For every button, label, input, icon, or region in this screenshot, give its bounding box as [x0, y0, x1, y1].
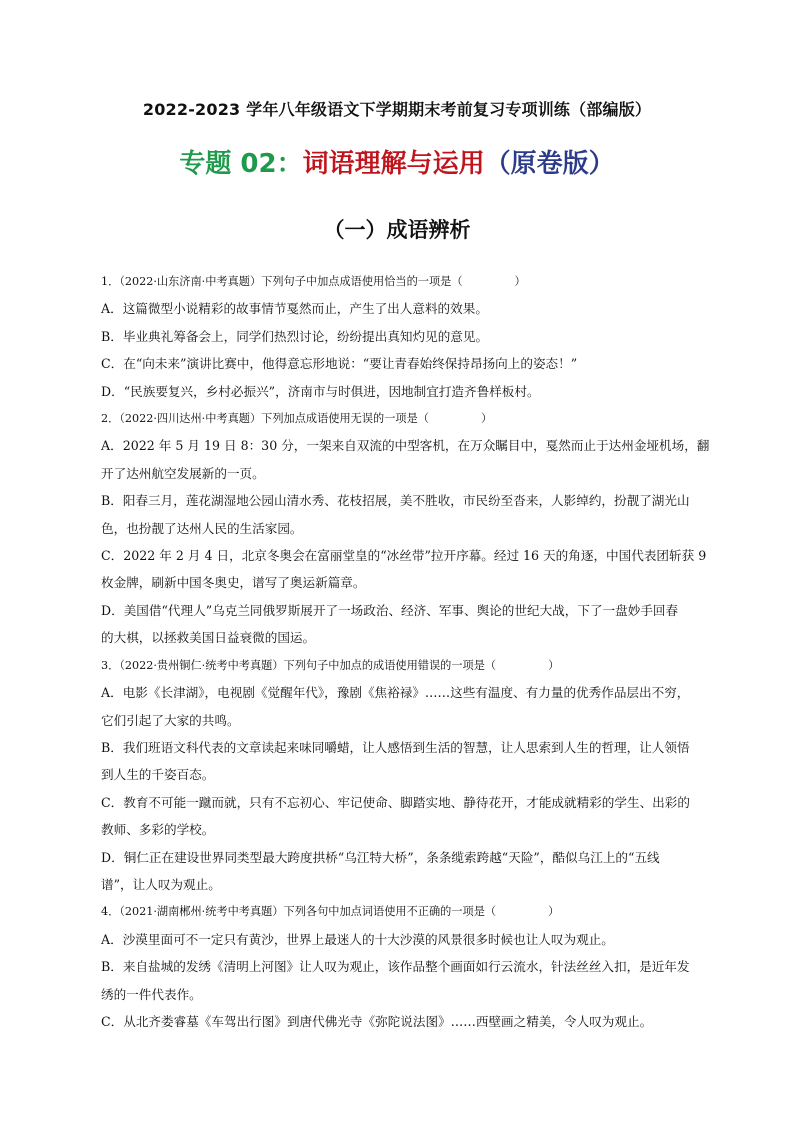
option-line: B．来自盐城的发绣《清明上河图》让人叹为观止，该作品整个画面如行云流水，针法丝丝入扣，是近年发 [101, 959, 690, 975]
option-line: B．阳春三月，莲花湖湿地公园山清水秀、花枝招展，美不胜收，市民纷至沓来，人影绰约，扮靓了湖光山 [101, 493, 690, 509]
question-stem-close: ） [480, 412, 493, 426]
option-line: C．教育不可能一蹴而就，只有不忘初心、牢记使命、脚踏实地、静待花开，才能成就精彩的学生、出彩的 [101, 794, 690, 810]
option-line: C．2022 年 2 月 4 日，北京冬奥会在富丽堂皇的“冰丝带”拉开序幕。经过 16 天的角逐，中国代表团斩获 9 [101, 548, 707, 564]
question-stem-text: 1．（2022·山东济南·中考真题）下列句子中加点成语使用恰当的一项是（ [101, 275, 463, 288]
option-line: B．毕业典礼筹备会上，同学们热烈讨论，纷纷提出真知灼见的意见。 [101, 328, 489, 344]
option-line: D．“民族要复兴，乡村必振兴”，济南市与时俱进，因地制宜打造齐鲁样板村。 [101, 383, 540, 399]
topic-number: 专题 02： [179, 149, 303, 179]
option-line: B．我们班语文科代表的文章读起来味同嚼蜡，让人感悟到生活的智慧，让人思索到人生的哲理，让人领悟 [101, 739, 690, 755]
question-stem-close: ） [548, 905, 560, 919]
question-stem-text: 3．（2022·贵州铜仁·统考中考真题）下列句子中加点的成语使用错误的一项是（ [101, 658, 497, 672]
question-stem-close: ） [514, 275, 526, 288]
option-line-continued: 色，也扮靓了达州人民的生活家园。 [101, 520, 303, 536]
option-line-continued: 到人生的千姿百态。 [101, 767, 215, 783]
option-line-continued: 的大棋，以拯救美国日益衰微的国运。 [101, 630, 316, 646]
question-stem [101, 652, 725, 679]
option-line-continued: 绣的一件代表作。 [101, 986, 202, 1002]
topic-name: 词语理解与运用 [302, 149, 485, 179]
question-list [101, 268, 725, 1035]
option-line: C．从北齐娄睿墓《车驾出行图》到唐代佛光寺《弥陀说法图》……西壁画之精美，令人叹为观止。 [101, 1013, 653, 1029]
question-stem [101, 898, 725, 925]
option-line: D．铜仁正在建设世界同类型最大跨度拱桥“乌江特大桥”，条条缆索跨越“天险”，酷似乌江上的“五线 [101, 849, 660, 865]
option-line: A．这篇微型小说精彩的故事情节戛然而止，产生了出人意料的效果。 [101, 301, 488, 317]
section-title: （一）成语辨析 [323, 218, 471, 242]
question-stem-close: ） [548, 658, 560, 672]
option-line: A．2022 年 5 月 19 日 8：30 分，一架来自双流的中型客机，在万众瞩目中，戛然而止于达州金垭机场，翻 [101, 438, 710, 454]
option-line: C．在“向未来”演讲比赛中，他得意忘形地说：“要让青春始终保持昂扬向上的姿态！” [101, 356, 578, 372]
option-line: A．沙漠里面可不一定只有黄沙，世界上最迷人的十大沙漠的风景很多时候也让人叹为观止。 [101, 931, 614, 947]
topic-suffix: （原卷版） [484, 149, 615, 179]
option-line: A．电影《长津湖》，电视剧《觉醒年代》，豫剧《焦裕禄》……这些有温度、有力量的优秀作品层出不穷， [101, 685, 690, 701]
option-line-continued: 谱”，让人叹为观止。 [101, 876, 221, 892]
question-stem [101, 405, 725, 432]
option-line-continued: 枚金牌，刷新中国冬奥史，谱写了奥运新篇章。 [101, 575, 366, 591]
document-header-title: 2022-2023 学年八年级语文下学期期末考前复习专项训练（部编版） [142, 100, 652, 119]
topic-title [0, 143, 794, 180]
question-stem-text: 2．（2022·四川达州·中考真题）下列加点成语使用无误的一项是（ [101, 412, 429, 426]
question-stem [101, 268, 725, 295]
option-line-continued: 开了达州航空发展新的一页。 [101, 465, 265, 481]
option-line-continued: 它们引起了大家的共鸣。 [101, 712, 240, 728]
option-line: D．美国借“代理人”乌克兰同俄罗斯展开了一场政治、经济、军事、舆论的世纪大战，下了一盘妙手回春 [101, 602, 679, 618]
question-stem-text: 4．（2021·湖南郴州·统考中考真题）下列各句中加点词语使用不正确的一项是（ [101, 905, 497, 919]
option-line-continued: 教师、多彩的学校。 [101, 822, 215, 838]
